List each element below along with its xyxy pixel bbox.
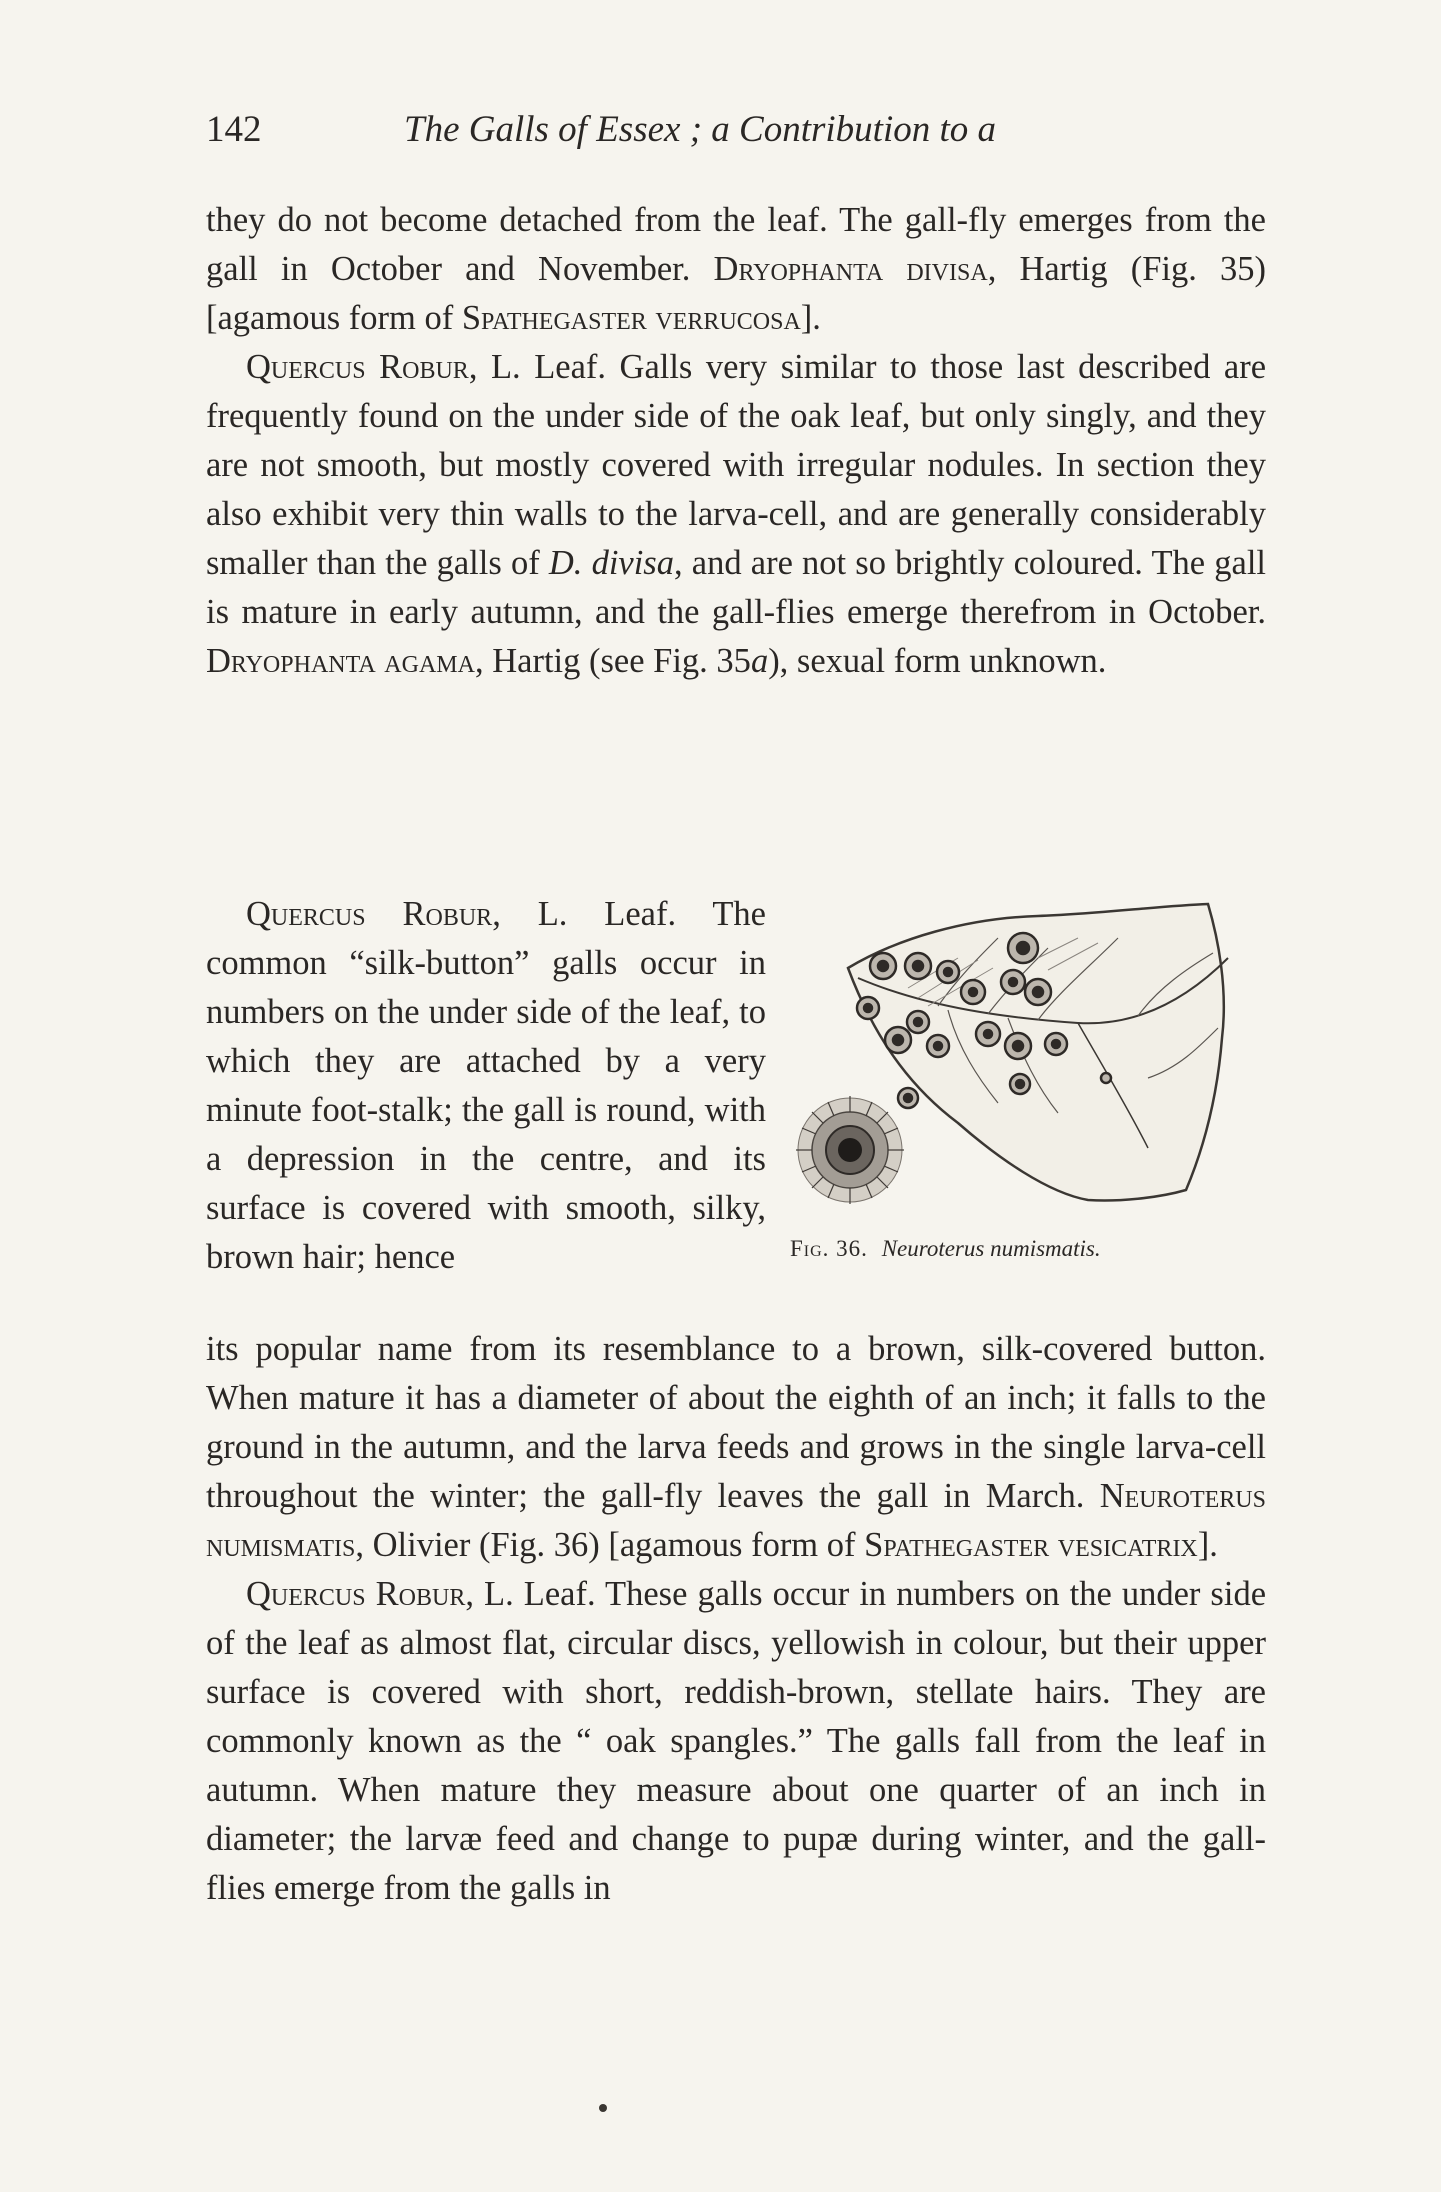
figure-caption: [790, 1234, 1266, 1264]
small-caps-term: Spathegaster vesicatrix: [864, 1526, 1198, 1564]
small-caps-term: Quercus Robur: [246, 895, 493, 933]
text-run: ].: [1197, 1526, 1218, 1564]
small-caps-term: Quercus Robur: [246, 348, 469, 386]
text-run: ].: [800, 299, 821, 337]
top-text-block: [206, 196, 1266, 686]
wrapped-paragraph: [206, 890, 766, 1282]
oak-leaf-with-galls-illustration: [788, 898, 1266, 1268]
small-caps-term: Neuroterus numismatis: [206, 1477, 1266, 1564]
text-run: its popular name from its resemblance to a brown, silk-covered button. When mature it has a diameter of about the eighth of an inch; it falls to the ground in the autumn, and the larva feeds and grows in the single larva-cell throughout the winter; the gall-fly leaves the gall in March.: [206, 1330, 1266, 1515]
figure-label: Fig. 36.: [790, 1236, 868, 1261]
paragraph: [206, 1570, 1266, 1913]
figure-illustration: [788, 898, 1266, 1268]
paragraph: [206, 196, 1266, 343]
text-run: , L. Leaf. The common “silk-button” galls occur in numbers on the under side of the leaf, to which they are attached by a very minute foot-stalk; the gall is round, with a depression in the centre, and its surface is covered with smooth, silky, brown hair; hence: [206, 895, 766, 1276]
paragraph: [206, 890, 766, 1282]
page-number: 142: [206, 109, 262, 150]
paragraph: [206, 343, 1266, 686]
paragraph: [206, 1325, 1266, 1570]
text-run: , and are not so brightly coloured. The gall is mature in early autumn, and the gall-flies emerge therefrom in October.: [206, 544, 1266, 631]
small-caps-term: Spathegaster verrucosa: [461, 299, 801, 337]
running-head: The Galls of Essex ; a Contribution to a: [404, 109, 996, 150]
text-run: they do not become detached from the leaf. The gall-fly emerges from the gall in October and November.: [206, 201, 1266, 288]
small-caps-term: Quercus Robur: [246, 1575, 466, 1613]
italic-term: a: [750, 642, 769, 680]
bottom-text-block: [206, 1325, 1266, 1913]
text-run: , Hartig (Fig. 35) [agamous form of: [206, 250, 1266, 337]
italic-term: D. divisa: [548, 544, 674, 582]
text-run: , L. Leaf. These galls occur in numbers on the under side of the leaf as almost flat, circular discs, yellowish in colour, but their upper surface is covered with short, reddish-brown, stellate hairs. They are commonly known as the “ oak spangles.” The galls fall from the leaf in autumn. When mature they measure about one quarter of an inch in diameter; the larvæ feed and change to pupæ during winter, and the gall-flies emerge from the galls in: [206, 1575, 1267, 1907]
small-caps-term: Dryophanta agama: [206, 642, 475, 680]
text-run: , Hartig (see Fig. 35: [474, 642, 751, 680]
text-run: , L. Leaf. Galls very similar to those last described are frequently found on the under side of the oak leaf, but only singly, and they are not smooth, but mostly covered with irregular nodules. In section they also exhibit very thin walls to the larva-cell, and are generally considerably smaller than the galls of: [206, 348, 1267, 582]
text-run: ), sexual form unknown.: [768, 642, 1107, 680]
text-run: , Olivier (Fig. 36) [agamous form of: [355, 1526, 865, 1564]
figure-species-name: Neuroterus numismatis.: [881, 1236, 1101, 1261]
printer-mark: [599, 2104, 607, 2112]
small-caps-term: Dryophanta divisa: [713, 250, 988, 288]
